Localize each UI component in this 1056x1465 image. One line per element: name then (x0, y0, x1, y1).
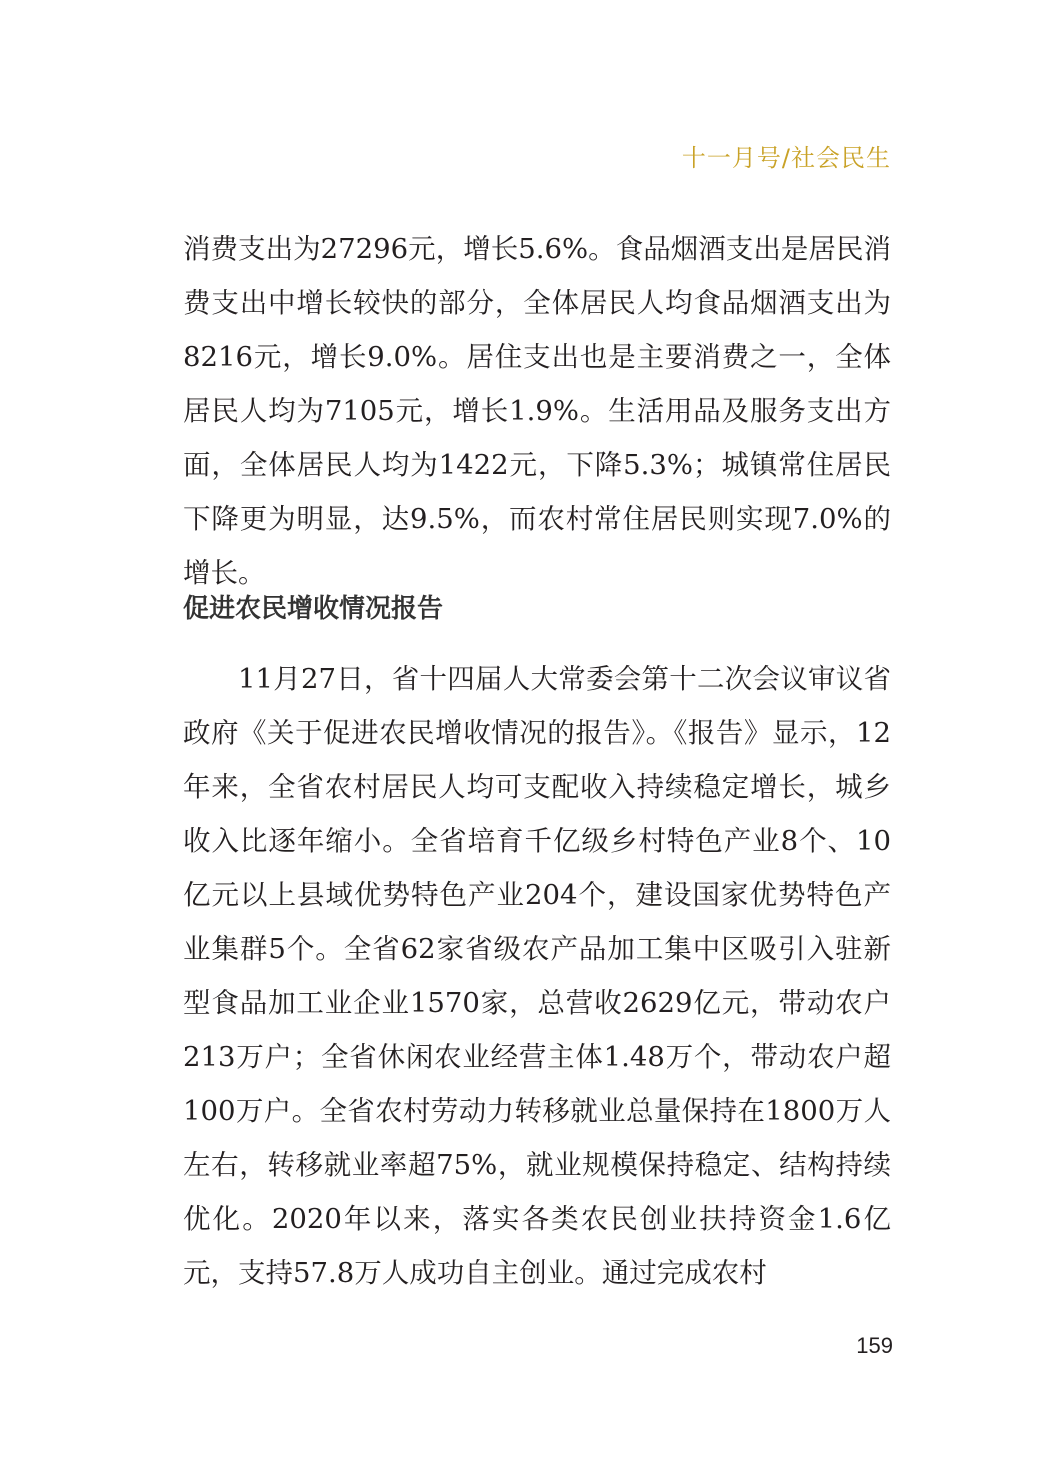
paragraph-report (183, 652, 891, 1300)
body-paragraph: 消费支出为27296元，增长5.6%。食品烟酒支出是居民消费支出中增长较快的部分，全体居民人均食品烟酒支出为8216元，增长9.0%。居住支出也是主要消费之一，全体居民人均为7105元，增长1.9%。生活用品及服务支出方面，全体居民人均为1422元，下降5.3%；城镇常住居民下降更为明显，达9.5%，而农村常住居民则实现7.0%的增长。 (183, 233, 891, 589)
body-paragraph: 11月27日，省十四届人大常委会第十二次会议审议省政府《关于促进农民增收情况的报告》。《报告》显示，12年来，全省农村居民人均可支配收入持续稳定增长，城乡收入比逐年缩小。全省培育千亿级乡村特色产业8个、10亿元以上县域优势特色产业204个，建设国家优势特色产业集群5个。全省62家省级农产品加工集中区吸引入驻新型食品加工业企业1570家，总营收2629亿元，带动农户213万户；全省休闲农业经营主体1.48万个，带动农户超100万户。全省农村劳动力转移就业总量保持在1800万人左右，转移就业率超75%，就业规模保持稳定、结构持续优化。2020年以来，落实各类农民创业扶持资金1.6亿元，支持57.8万人成功自主创业。通过完成农村 (183, 663, 891, 1289)
section-heading: 促进农民增收情况报告 (183, 594, 444, 624)
paragraph-continued (183, 222, 891, 600)
running-header: 十一月号/社会民生 (681, 144, 891, 172)
page-number: 159 (856, 1333, 893, 1358)
